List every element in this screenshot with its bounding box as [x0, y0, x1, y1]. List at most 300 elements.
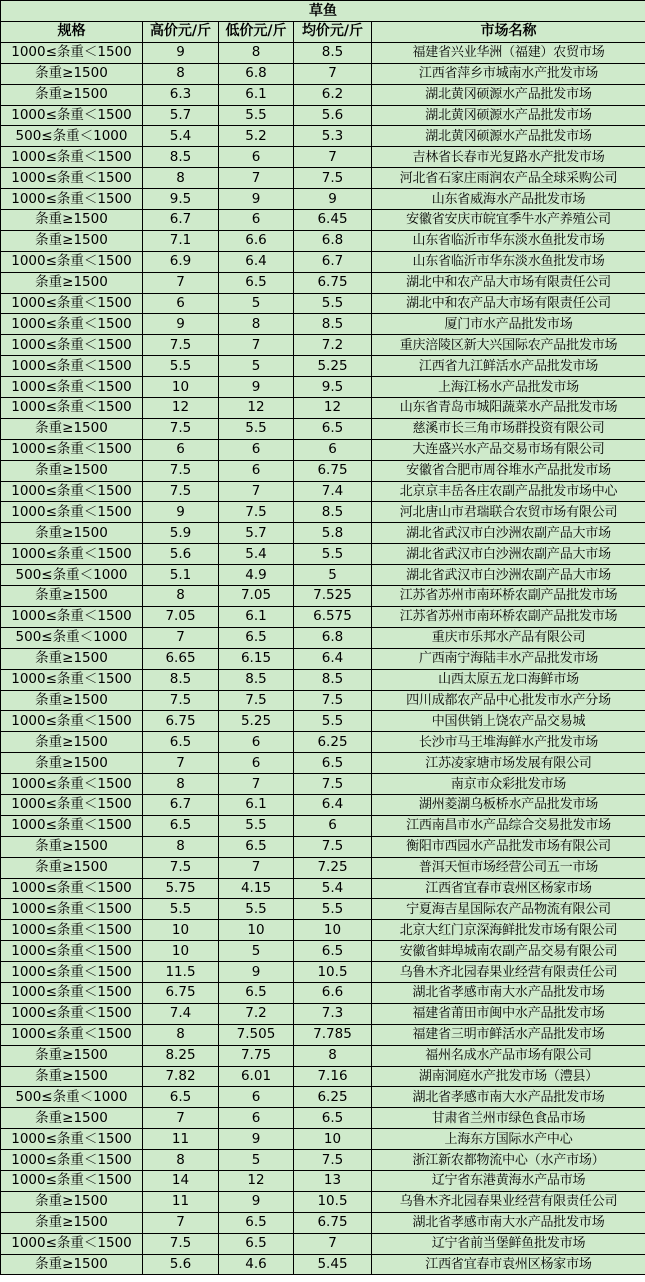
table-row — [1, 523, 645, 544]
cell-avg-price: 7.5 — [294, 836, 372, 857]
cell-low-price: 7 — [219, 481, 294, 502]
cell-market-name: 江西南昌市水产品综合交易批发市场 — [372, 815, 645, 836]
cell-spec: 1000≤条重＜1500 — [1, 377, 143, 398]
cell-market-name: 山东省青岛市城阳蔬菜水产品批发市场 — [372, 398, 645, 419]
cell-spec: 1000≤条重＜1500 — [1, 774, 143, 795]
cell-spec: 条重≥1500 — [1, 1108, 143, 1129]
cell-spec: 1000≤条重＜1500 — [1, 314, 143, 335]
cell-low-price: 5.5 — [219, 815, 294, 836]
cell-spec: 1000≤条重＜1500 — [1, 356, 143, 377]
cell-low-price: 6.15 — [219, 648, 294, 669]
table-row — [1, 105, 645, 126]
cell-high-price: 7 — [143, 753, 219, 774]
table-row — [1, 1254, 645, 1275]
cell-avg-price: 6.25 — [294, 732, 372, 753]
cell-avg-price: 6.5 — [294, 418, 372, 439]
cell-spec: 条重≥1500 — [1, 84, 143, 105]
cell-avg-price: 6.4 — [294, 794, 372, 815]
cell-high-price: 9 — [143, 314, 219, 335]
table-row — [1, 168, 645, 189]
header-spec: 规格 — [1, 22, 143, 43]
cell-spec: 条重≥1500 — [1, 648, 143, 669]
table-row — [1, 732, 645, 753]
cell-market-name: 江西省宜春市袁州区杨家市场 — [372, 878, 645, 899]
cell-spec: 1000≤条重＜1500 — [1, 1003, 143, 1024]
cell-spec: 1000≤条重＜1500 — [1, 1170, 143, 1191]
table-row — [1, 774, 645, 795]
cell-avg-price: 6.45 — [294, 210, 372, 231]
cell-low-price: 6.6 — [219, 230, 294, 251]
cell-low-price: 8.5 — [219, 669, 294, 690]
cell-low-price: 6.5 — [219, 836, 294, 857]
cell-spec: 1000≤条重＜1500 — [1, 878, 143, 899]
table-row — [1, 1212, 645, 1233]
cell-market-name: 山东省临沂市华东淡水鱼批发市场 — [372, 230, 645, 251]
cell-high-price: 8 — [143, 1024, 219, 1045]
cell-market-name: 大连盛兴水产品交易市场有限公司 — [372, 439, 645, 460]
cell-spec: 条重≥1500 — [1, 732, 143, 753]
cell-spec: 条重≥1500 — [1, 857, 143, 878]
cell-high-price: 6.7 — [143, 210, 219, 231]
table-row — [1, 627, 645, 648]
cell-avg-price: 5 — [294, 565, 372, 586]
cell-market-name: 重庆市乐邦水产品有限公司 — [372, 627, 645, 648]
cell-avg-price: 8.5 — [294, 502, 372, 523]
cell-high-price: 5.1 — [143, 565, 219, 586]
cell-spec: 1000≤条重＜1500 — [1, 669, 143, 690]
cell-low-price: 12 — [219, 1170, 294, 1191]
cell-high-price: 6.9 — [143, 251, 219, 272]
cell-market-name: 福建省兴业华洲（福建）农贸市场 — [372, 42, 645, 63]
table-row — [1, 42, 645, 63]
cell-high-price: 6.5 — [143, 815, 219, 836]
cell-spec: 1000≤条重＜1500 — [1, 481, 143, 502]
cell-spec: 1000≤条重＜1500 — [1, 941, 143, 962]
cell-market-name: 重庆涪陵区新大兴国际农产品批发市场 — [372, 335, 645, 356]
cell-market-name: 宁夏海吉星国际农产品物流有限公司 — [372, 899, 645, 920]
table-row — [1, 1191, 645, 1212]
cell-market-name: 广西南宁海陆丰水产品批发市场 — [372, 648, 645, 669]
cell-high-price: 8 — [143, 63, 219, 84]
header-low-price: 低价元/斤 — [219, 22, 294, 43]
cell-spec: 1000≤条重＜1500 — [1, 105, 143, 126]
cell-high-price: 7.5 — [143, 481, 219, 502]
cell-high-price: 9 — [143, 502, 219, 523]
table-row — [1, 690, 645, 711]
cell-low-price: 7.5 — [219, 502, 294, 523]
cell-market-name: 湖北中和农产品大市场有限责任公司 — [372, 293, 645, 314]
cell-high-price: 6.7 — [143, 794, 219, 815]
table-row — [1, 586, 645, 607]
cell-market-name: 北京京丰岳各庄农副产品批发市场中心 — [372, 481, 645, 502]
cell-market-name: 湖北黄冈硕源水产品批发市场 — [372, 126, 645, 147]
table-row — [1, 335, 645, 356]
cell-high-price: 8 — [143, 586, 219, 607]
cell-spec: 500≤条重＜1000 — [1, 1087, 143, 1108]
cell-spec: 1000≤条重＜1500 — [1, 189, 143, 210]
cell-avg-price: 6.8 — [294, 230, 372, 251]
cell-high-price: 6.3 — [143, 84, 219, 105]
table-row — [1, 1087, 645, 1108]
table-row — [1, 836, 645, 857]
cell-high-price: 8.5 — [143, 147, 219, 168]
cell-spec: 500≤条重＜1000 — [1, 627, 143, 648]
cell-high-price: 10 — [143, 377, 219, 398]
cell-high-price: 5.5 — [143, 356, 219, 377]
table-row — [1, 1150, 645, 1171]
cell-spec: 1000≤条重＜1500 — [1, 962, 143, 983]
cell-spec: 条重≥1500 — [1, 1191, 143, 1212]
cell-spec: 1000≤条重＜1500 — [1, 398, 143, 419]
cell-market-name: 湖北黄冈硕源水产品批发市场 — [372, 105, 645, 126]
cell-low-price: 7.2 — [219, 1003, 294, 1024]
cell-low-price: 5 — [219, 356, 294, 377]
cell-avg-price: 10 — [294, 1129, 372, 1150]
cell-spec: 1000≤条重＜1500 — [1, 1150, 143, 1171]
cell-high-price: 7.5 — [143, 460, 219, 481]
cell-spec: 条重≥1500 — [1, 1066, 143, 1087]
table-row — [1, 272, 645, 293]
cell-high-price: 9 — [143, 42, 219, 63]
cell-spec: 条重≥1500 — [1, 63, 143, 84]
cell-low-price: 5.4 — [219, 544, 294, 565]
cell-spec: 1000≤条重＜1500 — [1, 815, 143, 836]
cell-avg-price: 5.5 — [294, 711, 372, 732]
cell-spec: 条重≥1500 — [1, 836, 143, 857]
cell-high-price: 5.7 — [143, 105, 219, 126]
cell-avg-price: 6 — [294, 815, 372, 836]
cell-low-price: 6.5 — [219, 272, 294, 293]
cell-high-price: 11.5 — [143, 962, 219, 983]
cell-spec: 条重≥1500 — [1, 230, 143, 251]
cell-avg-price: 7 — [294, 147, 372, 168]
cell-market-name: 厦门市水产品批发市场 — [372, 314, 645, 335]
cell-avg-price: 6.8 — [294, 627, 372, 648]
cell-high-price: 12 — [143, 398, 219, 419]
cell-low-price: 6.4 — [219, 251, 294, 272]
cell-avg-price: 5.45 — [294, 1254, 372, 1275]
cell-high-price: 8.25 — [143, 1045, 219, 1066]
cell-avg-price: 12 — [294, 398, 372, 419]
cell-avg-price: 8.5 — [294, 314, 372, 335]
cell-low-price: 7.5 — [219, 690, 294, 711]
cell-avg-price: 7.5 — [294, 774, 372, 795]
cell-high-price: 8.5 — [143, 669, 219, 690]
cell-high-price: 10 — [143, 920, 219, 941]
cell-high-price: 7.4 — [143, 1003, 219, 1024]
cell-avg-price: 6.75 — [294, 1212, 372, 1233]
table-row — [1, 314, 645, 335]
cell-spec: 1000≤条重＜1500 — [1, 899, 143, 920]
table-row — [1, 251, 645, 272]
cell-high-price: 8 — [143, 774, 219, 795]
cell-spec: 1000≤条重＜1500 — [1, 1129, 143, 1150]
table-row — [1, 899, 645, 920]
table-row — [1, 1045, 645, 1066]
cell-market-name: 山东省威海水产品批发市场 — [372, 189, 645, 210]
cell-avg-price: 9.5 — [294, 377, 372, 398]
cell-market-name: 四川成都农产品中心批发市水产分场 — [372, 690, 645, 711]
table-row — [1, 544, 645, 565]
cell-high-price: 6.65 — [143, 648, 219, 669]
table-row — [1, 794, 645, 815]
cell-low-price: 5.25 — [219, 711, 294, 732]
table-row — [1, 439, 645, 460]
cell-spec: 1000≤条重＜1500 — [1, 147, 143, 168]
cell-spec: 条重≥1500 — [1, 1045, 143, 1066]
cell-market-name: 江西省九江鲜活水产品批发市场 — [372, 356, 645, 377]
cell-low-price: 6 — [219, 460, 294, 481]
cell-market-name: 安徽省蚌埠城南农副产品交易有限公司 — [372, 941, 645, 962]
cell-avg-price: 9 — [294, 189, 372, 210]
table-row — [1, 126, 645, 147]
table-row — [1, 1233, 645, 1254]
cell-spec: 1000≤条重＜1500 — [1, 1024, 143, 1045]
table-row — [1, 230, 645, 251]
cell-spec: 条重≥1500 — [1, 753, 143, 774]
cell-high-price: 7.5 — [143, 335, 219, 356]
table-row — [1, 147, 645, 168]
cell-high-price: 7.5 — [143, 857, 219, 878]
cell-market-name: 江苏凌家塘市场发展有限公司 — [372, 753, 645, 774]
cell-low-price: 6.5 — [219, 1233, 294, 1254]
table-row — [1, 606, 645, 627]
header-avg-price: 均价元/斤 — [294, 22, 372, 43]
table-row — [1, 878, 645, 899]
cell-market-name: 吉林省长春市光复路水产批发市场 — [372, 147, 645, 168]
cell-low-price: 12 — [219, 398, 294, 419]
cell-spec: 500≤条重＜1000 — [1, 565, 143, 586]
table-title: 草鱼 — [1, 1, 645, 22]
cell-avg-price: 7 — [294, 1233, 372, 1254]
header-high-price: 高价元/斤 — [143, 22, 219, 43]
cell-spec: 1000≤条重＜1500 — [1, 502, 143, 523]
cell-high-price: 7 — [143, 1108, 219, 1129]
cell-avg-price: 7 — [294, 63, 372, 84]
cell-avg-price: 6.5 — [294, 753, 372, 774]
cell-avg-price: 7.25 — [294, 857, 372, 878]
cell-market-name: 浙江新农都物流中心（水产市场） — [372, 1150, 645, 1171]
cell-spec: 条重≥1500 — [1, 523, 143, 544]
cell-high-price: 6.5 — [143, 1087, 219, 1108]
table-row — [1, 63, 645, 84]
cell-low-price: 8 — [219, 42, 294, 63]
cell-avg-price: 6.6 — [294, 982, 372, 1003]
cell-low-price: 4.15 — [219, 878, 294, 899]
cell-avg-price: 10 — [294, 920, 372, 941]
cell-avg-price: 10.5 — [294, 962, 372, 983]
cell-high-price: 5.6 — [143, 1254, 219, 1275]
cell-market-name: 湖南洞庭水产批发市场（澧县） — [372, 1066, 645, 1087]
cell-avg-price: 6.75 — [294, 272, 372, 293]
cell-market-name: 山东省临沂市华东淡水鱼批发市场 — [372, 251, 645, 272]
table-row — [1, 711, 645, 732]
cell-market-name: 湖北黄冈硕源水产品批发市场 — [372, 84, 645, 105]
cell-avg-price: 6.2 — [294, 84, 372, 105]
cell-low-price: 7 — [219, 335, 294, 356]
cell-market-name: 河北唐山市君瑞联合农贸市场有限公司 — [372, 502, 645, 523]
table-row — [1, 1108, 645, 1129]
cell-avg-price: 6.4 — [294, 648, 372, 669]
cell-market-name: 普洱天恒市场经营公司五一市场 — [372, 857, 645, 878]
table-row — [1, 377, 645, 398]
cell-low-price: 5.2 — [219, 126, 294, 147]
table-row — [1, 941, 645, 962]
cell-low-price: 4.9 — [219, 565, 294, 586]
table-row — [1, 398, 645, 419]
table-row — [1, 418, 645, 439]
cell-market-name: 湖北省武汉市白沙洲农副产品大市场 — [372, 544, 645, 565]
cell-low-price: 6 — [219, 732, 294, 753]
cell-spec: 1000≤条重＜1500 — [1, 606, 143, 627]
cell-low-price: 5.7 — [219, 523, 294, 544]
cell-spec: 1000≤条重＜1500 — [1, 794, 143, 815]
cell-low-price: 6 — [219, 210, 294, 231]
cell-spec: 1000≤条重＜1500 — [1, 920, 143, 941]
table-row — [1, 753, 645, 774]
cell-low-price: 4.6 — [219, 1254, 294, 1275]
cell-market-name: 江苏省苏州市南环桥农副产品批发市场 — [372, 606, 645, 627]
cell-market-name: 江苏省苏州市南环桥农副产品批发市场 — [372, 586, 645, 607]
cell-avg-price: 6.5 — [294, 1108, 372, 1129]
table-row — [1, 460, 645, 481]
cell-low-price: 6.8 — [219, 63, 294, 84]
cell-avg-price: 7.5 — [294, 168, 372, 189]
cell-spec: 1000≤条重＜1500 — [1, 439, 143, 460]
cell-high-price: 8 — [143, 836, 219, 857]
cell-spec: 条重≥1500 — [1, 586, 143, 607]
cell-market-name: 山西太原五龙口海鲜市场 — [372, 669, 645, 690]
cell-low-price: 7 — [219, 774, 294, 795]
table-row — [1, 293, 645, 314]
cell-high-price: 6.75 — [143, 982, 219, 1003]
cell-market-name: 北京大红门京深海鲜批发市场有限公司 — [372, 920, 645, 941]
cell-high-price: 5.4 — [143, 126, 219, 147]
cell-low-price: 6.01 — [219, 1066, 294, 1087]
cell-market-name: 江西省宜春市袁州区杨家市场 — [372, 1254, 645, 1275]
cell-market-name: 湖北省武汉市白沙洲农副产品大市场 — [372, 565, 645, 586]
cell-low-price: 7 — [219, 168, 294, 189]
header-row — [1, 22, 645, 43]
cell-market-name: 湖北省孝感市南大水产品批发市场 — [372, 1212, 645, 1233]
cell-avg-price: 6.75 — [294, 460, 372, 481]
cell-high-price: 5.75 — [143, 878, 219, 899]
table-row — [1, 1129, 645, 1150]
cell-low-price: 7.75 — [219, 1045, 294, 1066]
table-row — [1, 648, 645, 669]
cell-avg-price: 7.5 — [294, 690, 372, 711]
cell-avg-price: 5.5 — [294, 544, 372, 565]
cell-high-price: 7.1 — [143, 230, 219, 251]
cell-spec: 条重≥1500 — [1, 1212, 143, 1233]
cell-low-price: 10 — [219, 920, 294, 941]
cell-spec: 条重≥1500 — [1, 460, 143, 481]
cell-spec: 条重≥1500 — [1, 1254, 143, 1275]
cell-high-price: 7.82 — [143, 1066, 219, 1087]
cell-spec: 1000≤条重＜1500 — [1, 711, 143, 732]
cell-low-price: 5 — [219, 941, 294, 962]
table-row — [1, 1003, 645, 1024]
table-row — [1, 481, 645, 502]
cell-avg-price: 7.525 — [294, 586, 372, 607]
table-row — [1, 857, 645, 878]
table-row — [1, 84, 645, 105]
cell-market-name: 福建省三明市鲜活水产品批发市场 — [372, 1024, 645, 1045]
cell-low-price: 7.05 — [219, 586, 294, 607]
cell-spec: 1000≤条重＜1500 — [1, 1233, 143, 1254]
cell-spec: 500≤条重＜1000 — [1, 126, 143, 147]
cell-avg-price: 7.16 — [294, 1066, 372, 1087]
cell-high-price: 7 — [143, 272, 219, 293]
cell-market-name: 南京市众彩批发市场 — [372, 774, 645, 795]
cell-market-name: 乌鲁木齐北园春果业经营有限责任公司 — [372, 1191, 645, 1212]
cell-avg-price: 7.4 — [294, 481, 372, 502]
cell-low-price: 9 — [219, 189, 294, 210]
cell-high-price: 11 — [143, 1191, 219, 1212]
cell-high-price: 8 — [143, 1150, 219, 1171]
cell-spec: 1000≤条重＜1500 — [1, 168, 143, 189]
cell-high-price: 7.5 — [143, 690, 219, 711]
cell-avg-price: 5.25 — [294, 356, 372, 377]
cell-avg-price: 6 — [294, 439, 372, 460]
cell-low-price: 8 — [219, 314, 294, 335]
cell-high-price: 11 — [143, 1129, 219, 1150]
cell-avg-price: 8.5 — [294, 669, 372, 690]
cell-high-price: 9.5 — [143, 189, 219, 210]
table-row — [1, 1066, 645, 1087]
cell-low-price: 7 — [219, 857, 294, 878]
table-row — [1, 502, 645, 523]
cell-spec: 1000≤条重＜1500 — [1, 544, 143, 565]
cell-market-name: 安徽省安庆市皖宜季牛水产养殖公司 — [372, 210, 645, 231]
cell-high-price: 7.5 — [143, 418, 219, 439]
cell-low-price: 6.5 — [219, 982, 294, 1003]
table-row — [1, 565, 645, 586]
cell-market-name: 湖北中和农产品大市场有限责任公司 — [372, 272, 645, 293]
cell-high-price: 5.6 — [143, 544, 219, 565]
cell-market-name: 长沙市马王堆海鲜水产批发市场 — [372, 732, 645, 753]
cell-low-price: 9 — [219, 1191, 294, 1212]
cell-avg-price: 8.5 — [294, 42, 372, 63]
cell-low-price: 9 — [219, 962, 294, 983]
cell-market-name: 湖州菱湖乌板桥水产品批发市场 — [372, 794, 645, 815]
cell-market-name: 湖北省孝感市南大水产品批发市场 — [372, 1087, 645, 1108]
cell-high-price: 10 — [143, 941, 219, 962]
cell-spec: 条重≥1500 — [1, 272, 143, 293]
cell-avg-price: 8 — [294, 1045, 372, 1066]
cell-market-name: 福州名成水产品市场有限公司 — [372, 1045, 645, 1066]
table-row — [1, 1170, 645, 1191]
table-row — [1, 210, 645, 231]
cell-market-name: 甘肃省兰州市绿色食品市场 — [372, 1108, 645, 1129]
table-row — [1, 982, 645, 1003]
cell-low-price: 6 — [219, 439, 294, 460]
title-row — [1, 1, 645, 22]
cell-high-price: 5.9 — [143, 523, 219, 544]
cell-high-price: 6.75 — [143, 711, 219, 732]
cell-market-name: 慈溪市长三角市场群投资有限公司 — [372, 418, 645, 439]
cell-high-price: 7.5 — [143, 1233, 219, 1254]
cell-avg-price: 6.7 — [294, 251, 372, 272]
cell-avg-price: 13 — [294, 1170, 372, 1191]
table-row — [1, 962, 645, 983]
cell-avg-price: 6.5 — [294, 941, 372, 962]
cell-low-price: 6.1 — [219, 794, 294, 815]
cell-market-name: 河北省石家庄雨润农产品全球采购公司 — [372, 168, 645, 189]
cell-market-name: 中国供销上饶农产品交易城 — [372, 711, 645, 732]
cell-high-price: 7 — [143, 1212, 219, 1233]
cell-spec: 1000≤条重＜1500 — [1, 251, 143, 272]
